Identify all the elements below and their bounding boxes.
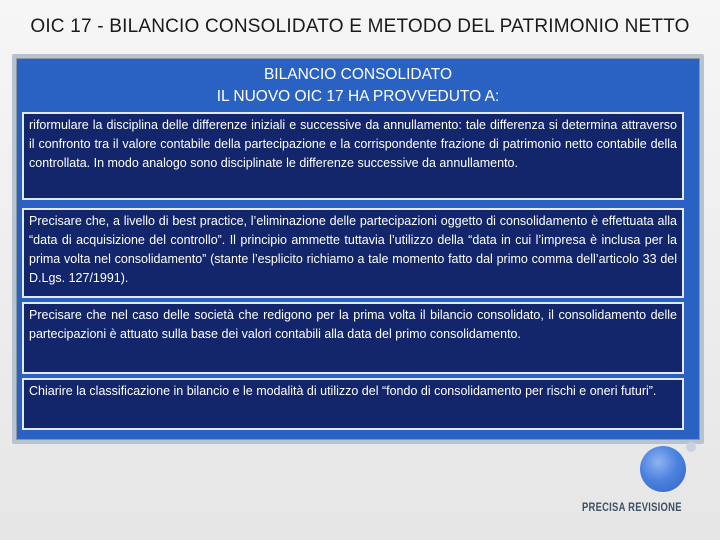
block-text: Chiarire la classificazione in bilancio e le modalità di utilizzo del “fondo di consolidamento per rischi e oneri futuri”. — [29, 384, 657, 398]
panel-heading-line1: BILANCIO CONSOLIDATO — [263, 66, 453, 83]
content-panel — [12, 54, 704, 444]
content-block — [22, 302, 684, 374]
logo: PRECISA REVISIONE — [582, 502, 682, 514]
decorative-orb — [640, 446, 686, 492]
decorative-dot — [686, 442, 696, 452]
content-block — [22, 208, 684, 298]
panel-heading — [16, 64, 700, 108]
block-text: Precisare che, a livello di best practice, l’eliminazione delle partecipazioni oggetto di consolidamento è effettuata alla “data di acquisizione del controllo”. Il principio ammette tuttavia l’utilizzo della “data in cui l’impresa è inclusa per la prima volta nel consolidamento” (stante l’esplicito richiamo a tale momento fatto dal primo comma dell’articolo 33 del D.Lgs. 127/1991). — [29, 214, 677, 285]
block-text: riformulare la disciplina delle differenze iniziali e successive da annullamento: tale differenza si determina attraverso il confronto tra il valore contabile della partecipazione e la corrispondente frazione di patrimonio netto contabile della controllata. In modo analogo sono disciplinate le differenze successive da annullamento. — [29, 118, 677, 170]
content-block — [22, 112, 684, 200]
panel-heading-line2: IL NUOVO OIC 17 HA PROVVEDUTO A: — [216, 88, 500, 105]
content-block — [22, 378, 684, 430]
slide-title: OIC 17 - BILANCIO CONSOLIDATO E METODO DEL PATRIMONIO NETTO — [30, 16, 690, 37]
block-text: Precisare che nel caso delle società che redigono per la prima volta il bilancio consolidato, il consolidamento delle partecipazioni è attuato sulla base dei valori contabili alla data del primo consolidamento. — [29, 308, 677, 341]
